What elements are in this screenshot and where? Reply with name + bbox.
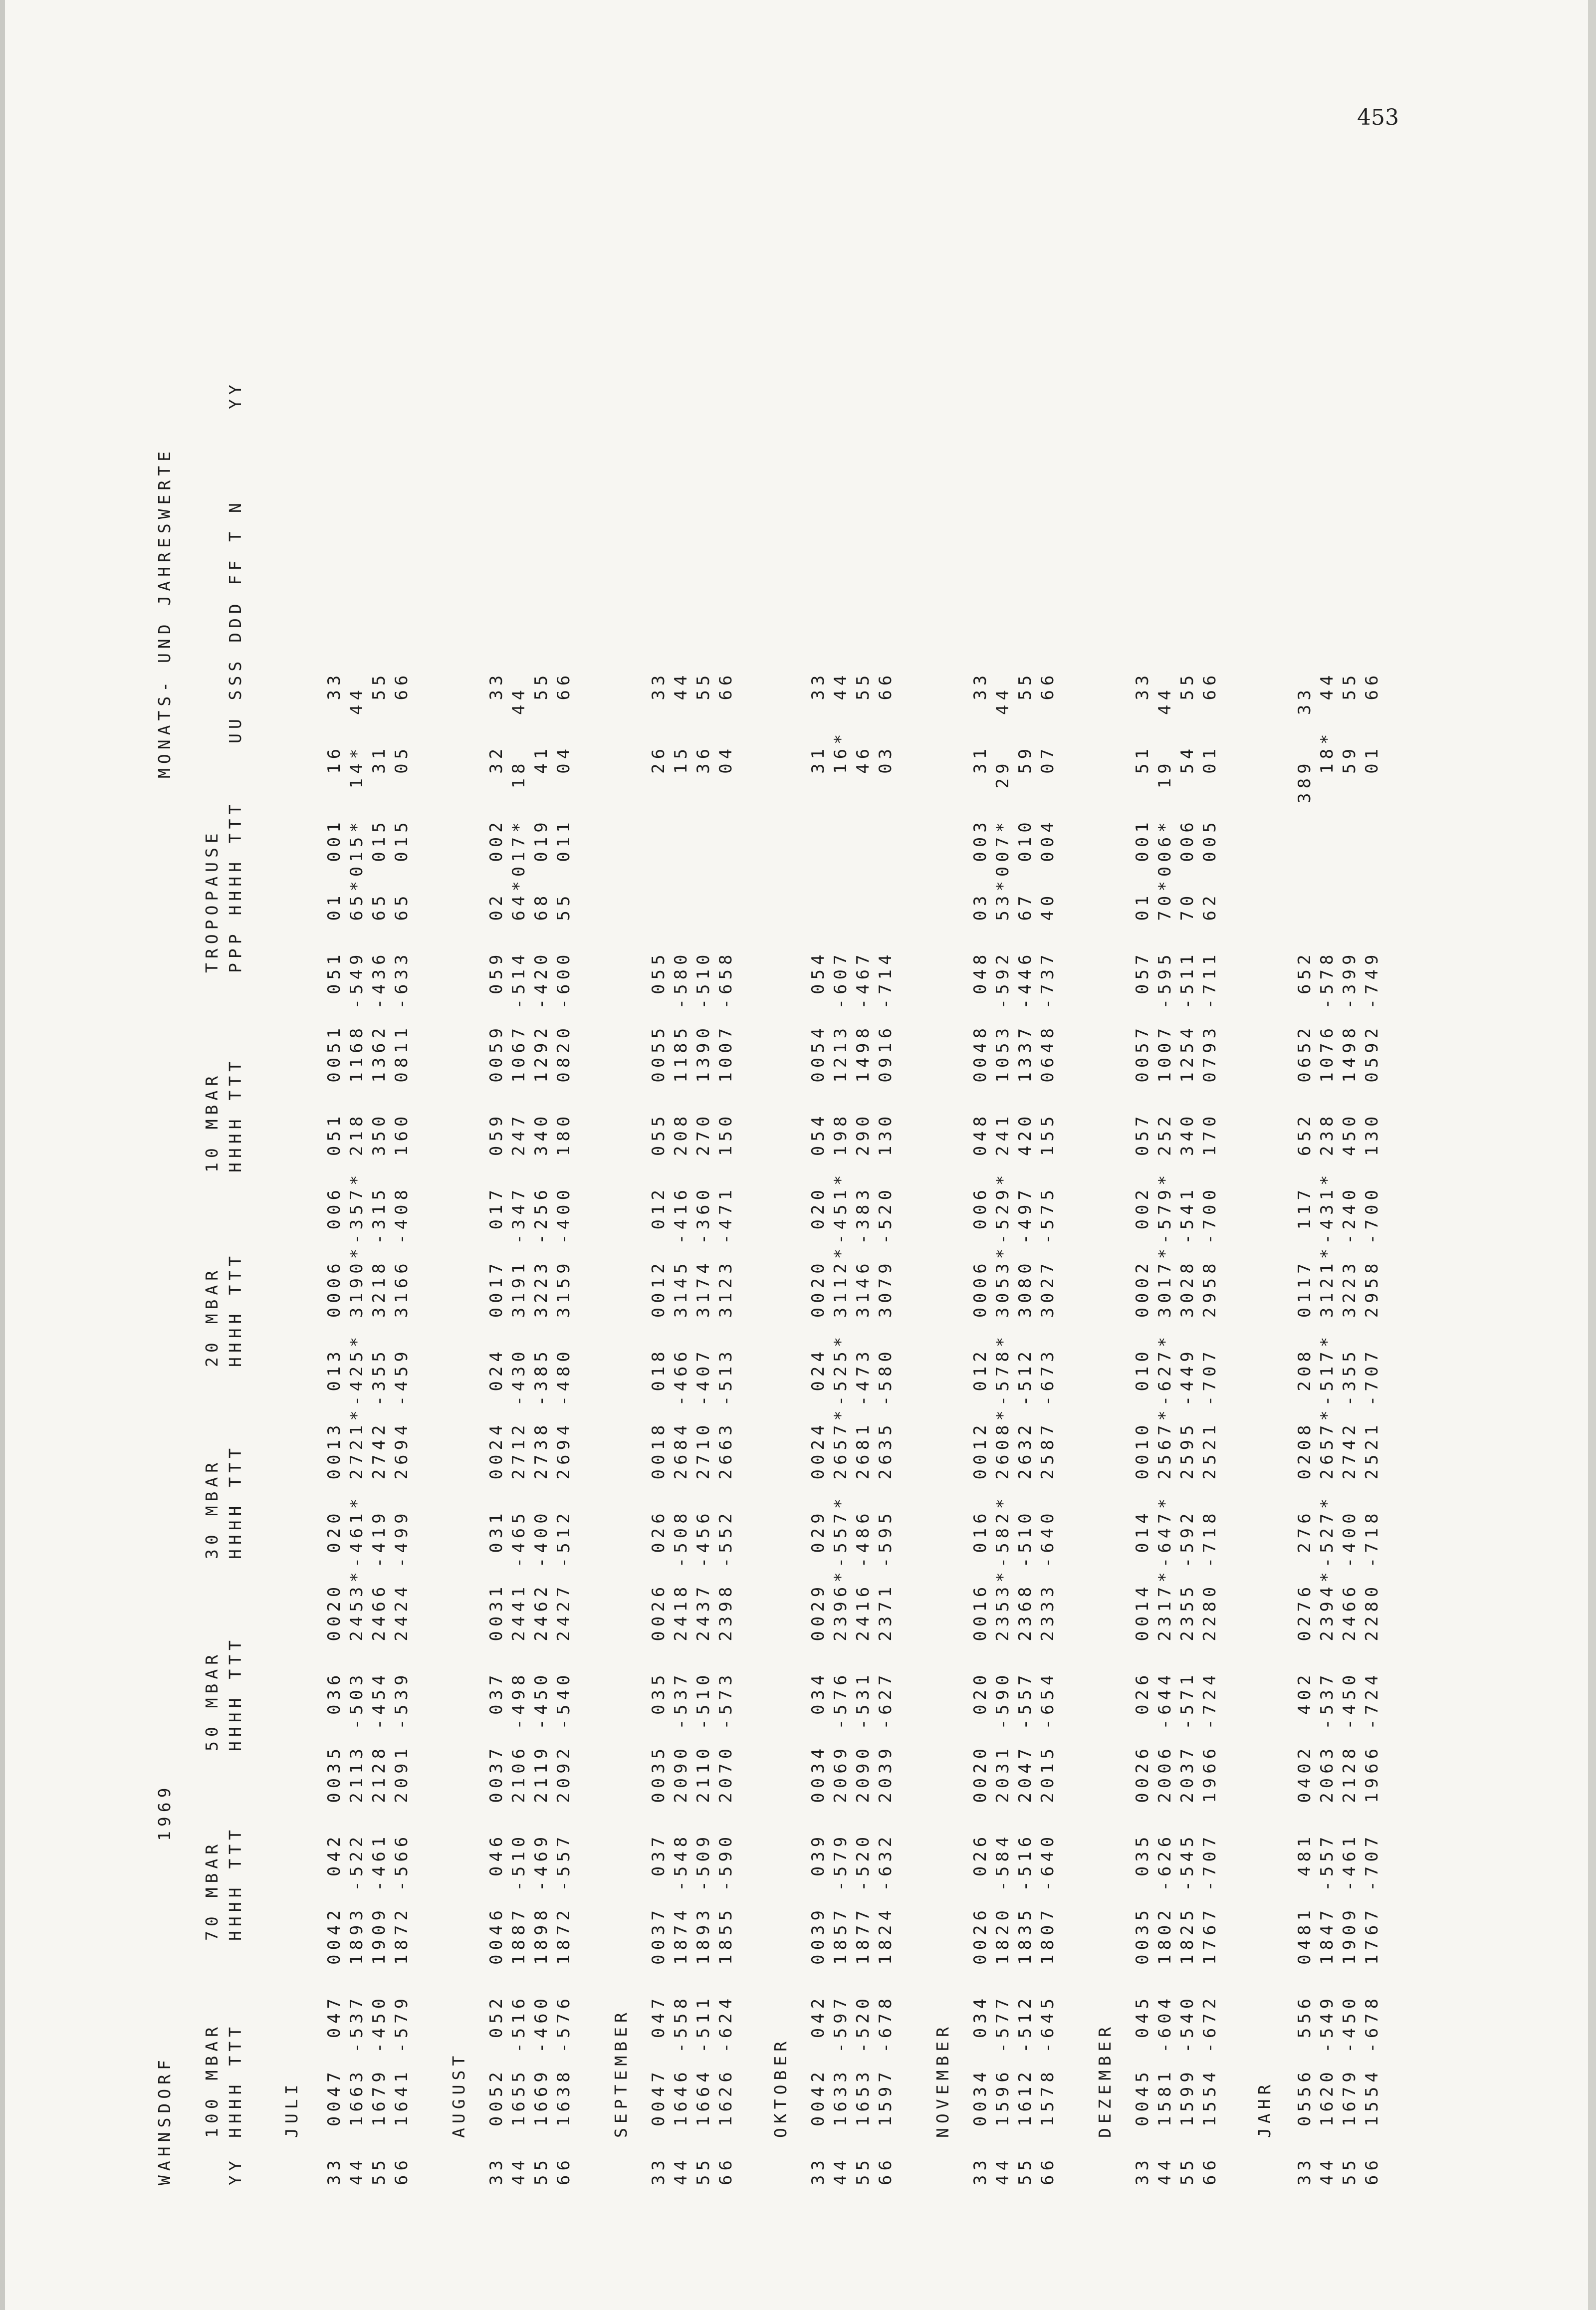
- month-label-jahr: JAHR: [1255, 2080, 1274, 2138]
- month-label-august: AUGUST: [449, 2051, 468, 2138]
- col-wind-sub: UU SSS DDD FF T N: [226, 498, 245, 743]
- month-label-september: SEPTEMBER: [611, 2008, 631, 2138]
- table-row: 55 1669 -460 1898 -469 2119 -450 2462 -400 2738 -385 3223 -256 340 1292 -420 68 019 41 55: [531, 671, 551, 2185]
- col-50mbar-sub: HHHH TTT: [226, 1636, 245, 1751]
- col-70mbar-sub: HHHH TTT: [226, 1826, 245, 1941]
- table-row: 66 1626 -624 1855 -590 2070 -573 2398 -552 2663 -513 3123 -471 150 1007 -658 04 66: [716, 671, 736, 2185]
- table-row: 44 1633 -597 1857 -579 2069 -576 2396*-557* 2657*-525* 3112*-451* 198 1213 -607 16* 44: [831, 671, 851, 2185]
- table-row: 66 1554 -678 1767 -707 1966 -724 2280 -718 2521 -707 2958 -700 130 0592 -749 01 66: [1362, 671, 1382, 2185]
- table-row: 66 1597 -678 1824 -632 2039 -627 2371 -595 2635 -580 3079 -520 130 0916 -714 03 66: [876, 671, 896, 2185]
- table-row: 66 1554 -672 1767 -707 1966 -724 2280 -718 2521 -707 2958 -700 170 0793 -711 62 005 01 66: [1200, 671, 1220, 2185]
- col-30mbar-sub: HHHH TTT: [226, 1444, 245, 1559]
- station-name: WAHNSDORF: [155, 2056, 174, 2185]
- month-label-dezember: DEZEMBER: [1095, 2023, 1115, 2138]
- col-20mbar-sub: HHHH TTT: [226, 1252, 245, 1367]
- col-10mbar-sub: HHHH TTT: [226, 1057, 245, 1172]
- table-row: 33 0047 047 0037 037 0035 035 0026 026 0018 018 0012 012 055 0055 055 26 33: [649, 671, 669, 2185]
- scan-edge-right: [1588, 0, 1596, 2310]
- rotated-table: [155, 190, 1412, 2185]
- table-row: 55 1653 -520 1877 -520 2090 -531 2416 -486 2681 -473 3146 -383 290 1498 -467 46 55: [853, 671, 873, 2185]
- table-row: 33 0556 556 0481 481 0402 402 0276 276 0208 208 0117 117 652 0652 652 389 33: [1295, 686, 1315, 2185]
- table-row: 55 1599 -540 1825 -545 2037 -571 2355 -592 2595 -449 3028 -541 340 1254 -511 70 006 54 55: [1177, 671, 1197, 2185]
- month-label-oktober: OKTOBER: [771, 2037, 790, 2138]
- col-yy-right: YY: [226, 380, 245, 409]
- col-100mbar-sub: HHHH TTT: [226, 2023, 245, 2138]
- table-row: 33 0045 045 0035 035 0026 026 0014 014 0010 010 0002 002 057 0057 057 01 001 51 33: [1133, 671, 1152, 2185]
- table-row: 44 1620 -549 1847 -557 2063 -537 2394*-527* 2657*-517* 3121*-431* 238 1076 -578 18* 44: [1317, 671, 1337, 2185]
- table-row: 66 1638 -576 1872 -557 2092 -540 2427 -512 2694 -480 3159 -400 180 0820 -600 55 011 04 66: [554, 671, 574, 2185]
- page-number: 453: [1357, 105, 1399, 130]
- table-row: 55 1679 -450 1909 -461 2128 -454 2466 -419 2742 -355 3218 -315 350 1362 -436 65 015 31 55: [369, 671, 389, 2185]
- table-row: 44 1655 -516 1887 -510 2106 -498 2441 -465 2712 -430 3191 -347 247 1067 -514 64*017* 18 44: [509, 686, 529, 2185]
- table-row: 33 0047 047 0042 042 0035 036 0020 020 0013 013 0006 006 051 0051 051 01 001 16 33: [324, 671, 344, 2185]
- scan-edge-left: [0, 0, 5, 2310]
- table-row: 66 1641 -579 1872 -566 2091 -539 2424 -499 2694 -459 3166 -408 160 0811 -633 65 015 05 66: [392, 671, 412, 2185]
- month-label-november: NOVEMBER: [933, 2023, 952, 2138]
- col-50mbar-label: 50 MBAR: [202, 1650, 222, 1751]
- col-yy-left: YY: [226, 2156, 245, 2185]
- table-row: 33 0034 034 0026 026 0020 020 0016 016 0012 012 0006 006 048 0048 048 03 003 31 33: [970, 671, 990, 2185]
- table-row: 44 1646 -558 1874 -548 2090 -537 2418 -508 2684 -466 3145 -416 208 1185 -580 15 44: [671, 671, 691, 2185]
- col-100mbar-label: 100 MBAR: [202, 2023, 222, 2138]
- col-10mbar-label: 10 MBAR: [202, 1071, 222, 1172]
- table-row: 33 0042 042 0039 039 0034 034 0029 029 0024 024 0020 020 054 0054 054 31 33: [808, 671, 828, 2185]
- table-row: 44 1581 -604 1802 -626 2006 -644 2317*-647* 2567*-627* 3017*-579* 252 1007 -595 70*006* 19 44: [1155, 686, 1175, 2185]
- col-tropopause-sub: PPP HHHH TTT: [226, 800, 245, 973]
- year: 1969: [155, 1783, 174, 1841]
- col-20mbar-label: 20 MBAR: [202, 1266, 222, 1367]
- table-row: 44 1596 -577 1820 -584 2031 -590 2353*-582* 2608*-578* 3053*-529* 241 1053 -592 53*007* 29 44: [993, 686, 1013, 2185]
- month-label-juli: JULI: [282, 2080, 301, 2138]
- table-row: 44 1663 -537 1893 -522 2113 -503 2453*-461* 2721*-425* 3190*-357* 218 1168 -549 65*015* 14* 44: [347, 686, 367, 2185]
- title-right: MONATS- UND JAHRESWERTE: [155, 447, 174, 778]
- table-row: 33 0052 052 0046 046 0037 037 0031 031 0024 024 0017 017 059 0059 059 02 002 32 33: [486, 671, 506, 2185]
- table-row: 55 1679 -450 1909 -461 2128 -450 2466 -400 2742 -355 3223 -240 450 1498 -399 59 55: [1340, 671, 1360, 2185]
- table-row: 55 1612 -512 1835 -516 2047 -557 2368 -510 2632 -512 3080 -497 420 1337 -446 67 010 59 55: [1015, 671, 1035, 2185]
- table-row: 55 1664 -511 1893 -509 2110 -510 2437 -456 2710 -407 3174 -360 270 1390 -510 36 55: [693, 671, 713, 2185]
- col-70mbar-label: 70 MBAR: [202, 1840, 222, 1941]
- col-30mbar-label: 30 MBAR: [202, 1458, 222, 1559]
- table-row: 66 1578 -645 1807 -640 2015 -654 2333 -640 2587 -673 3027 -575 155 0648 -737 40 004 07 66: [1038, 671, 1058, 2185]
- col-tropopause-label: TROPOPAUSE: [202, 829, 222, 973]
